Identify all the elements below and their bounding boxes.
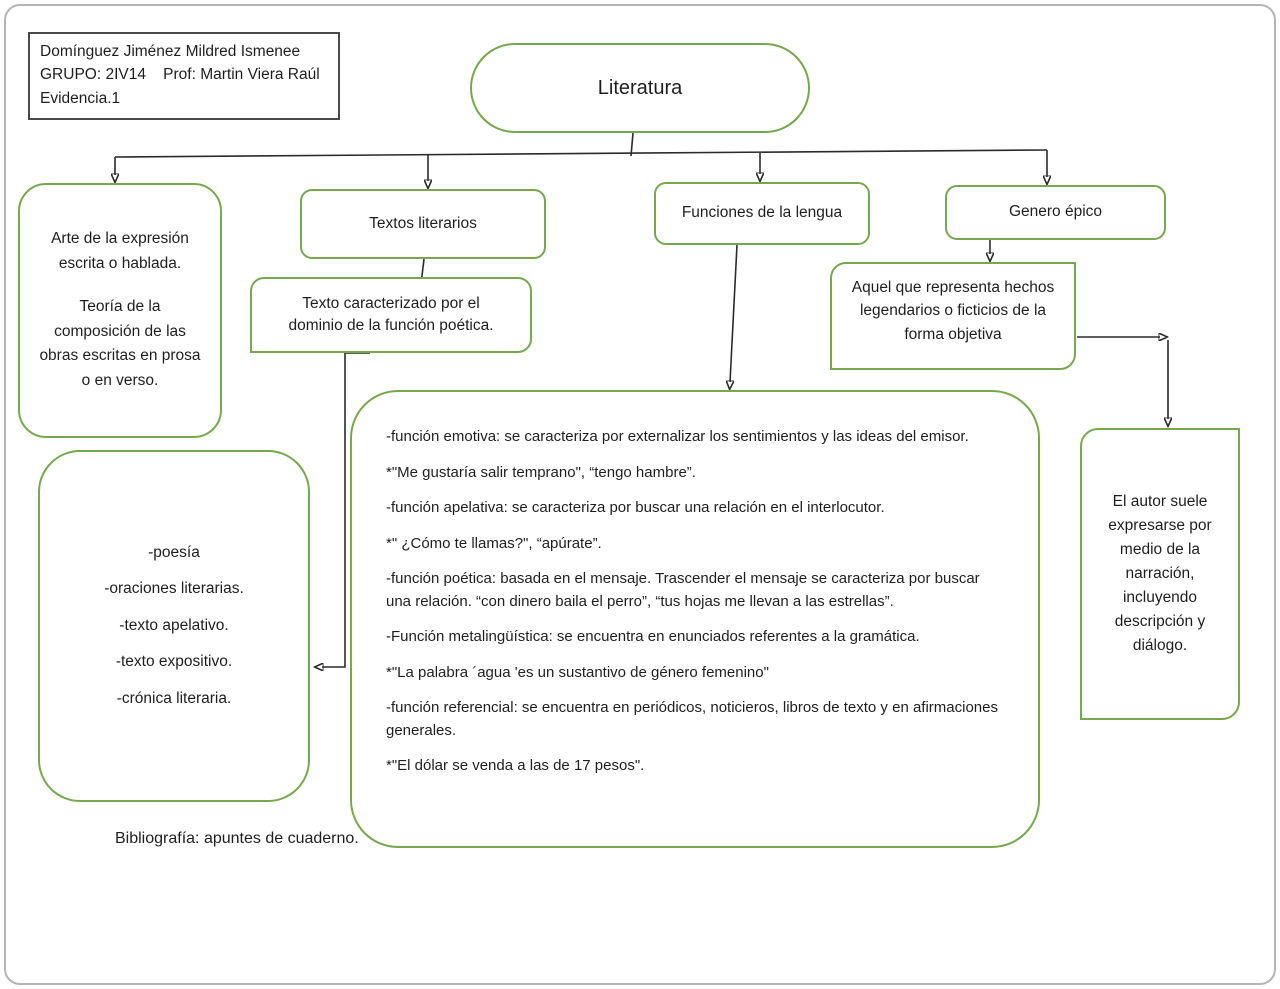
- node-autor-narracion: [1080, 428, 1240, 720]
- list-item: -función referencial: se encuentra en periódicos, noticieros, libros de texto y en afirmaciones generales.: [386, 699, 998, 739]
- arte-paragraph-1: Arte de la expresión escrita o hablada.: [51, 230, 189, 272]
- list-item: -crónica literaria.: [116, 689, 232, 707]
- list-item: -texto apelativo.: [119, 616, 229, 634]
- author-name: Domínguez Jiménez Mildred Ismenee: [40, 43, 301, 60]
- list-item: -función apelativa: se caracteriza por buscar una relación en el interlocutor.: [386, 499, 885, 516]
- list-item: -poesía: [148, 543, 200, 561]
- list-item: *" ¿Cómo te llamas?", “apúrate”.: [386, 534, 602, 552]
- aquel-representa-label: Aquel que representa hechos legendarios o ficticios de la forma objetiva: [851, 279, 1055, 343]
- node-funciones-lengua: [654, 182, 870, 245]
- node-aquel-representa: [830, 262, 1076, 370]
- node-texto-caracterizado: [250, 277, 532, 353]
- node-arte-definicion: [18, 183, 222, 438]
- list-item: *"La palabra ´agua 'es un sustantivo de género femenino": [386, 663, 769, 681]
- funciones-lengua-label: Funciones de la lengua: [681, 204, 843, 222]
- list-item: -texto expositivo.: [115, 653, 233, 671]
- node-genero-epico: [945, 185, 1166, 240]
- group-professor: GRUPO: 2IV14 Prof: Martin Viera Raúl: [40, 66, 320, 84]
- list-item: -función emotiva: se caracteriza por externalizar los sentimientos y las ideas del emisor.: [386, 428, 969, 445]
- evidencia-label: Evidencia.1: [40, 89, 121, 107]
- node-funciones-detalle: [350, 390, 1040, 848]
- connector-literatura-stub: [631, 133, 633, 156]
- author-info-box: [28, 32, 340, 120]
- genero-epico-label: Genero épico: [1008, 203, 1103, 221]
- list-item: *"Me gustaría salir temprano", “tengo hambre”.: [386, 463, 696, 481]
- list-item: -función poética: basada en el mensaje. Trascender el mensaje se caracteriza por buscar una relación. “con dinero baila el perro”, “tus hojas me llevan a las estrellas”.: [386, 570, 980, 610]
- list-item: *"El dólar se venda a las de 17 pesos".: [386, 757, 645, 774]
- connector-main-horizontal: [115, 150, 1047, 157]
- list-item: -Función metalingüística: se encuentra en enunciados referentes a la gramática.: [386, 628, 920, 645]
- autor-narracion-label: El autor suele expresarse por medio de la narración, incluyendo descripción y diálogo.: [1108, 492, 1212, 655]
- node-tipos-de-texto: [38, 450, 310, 802]
- list-item: -oraciones literarias.: [104, 580, 244, 598]
- node-literatura: [470, 43, 810, 133]
- node-literatura-label: Literatura: [597, 76, 683, 99]
- bibliografia-note: Bibliografía: apuntes de cuaderno.: [115, 830, 359, 847]
- textos-literarios-label: Textos literarios: [369, 214, 477, 232]
- texto-caracterizado-label: Texto caracterizado por el dominio de la función poética.: [288, 294, 494, 334]
- arte-paragraph-2: Teoría de la composición de las obras escritas en prosa o en verso.: [39, 297, 201, 390]
- node-textos-literarios: [300, 189, 546, 259]
- arrow-funciones-to-detalle: [730, 245, 737, 382]
